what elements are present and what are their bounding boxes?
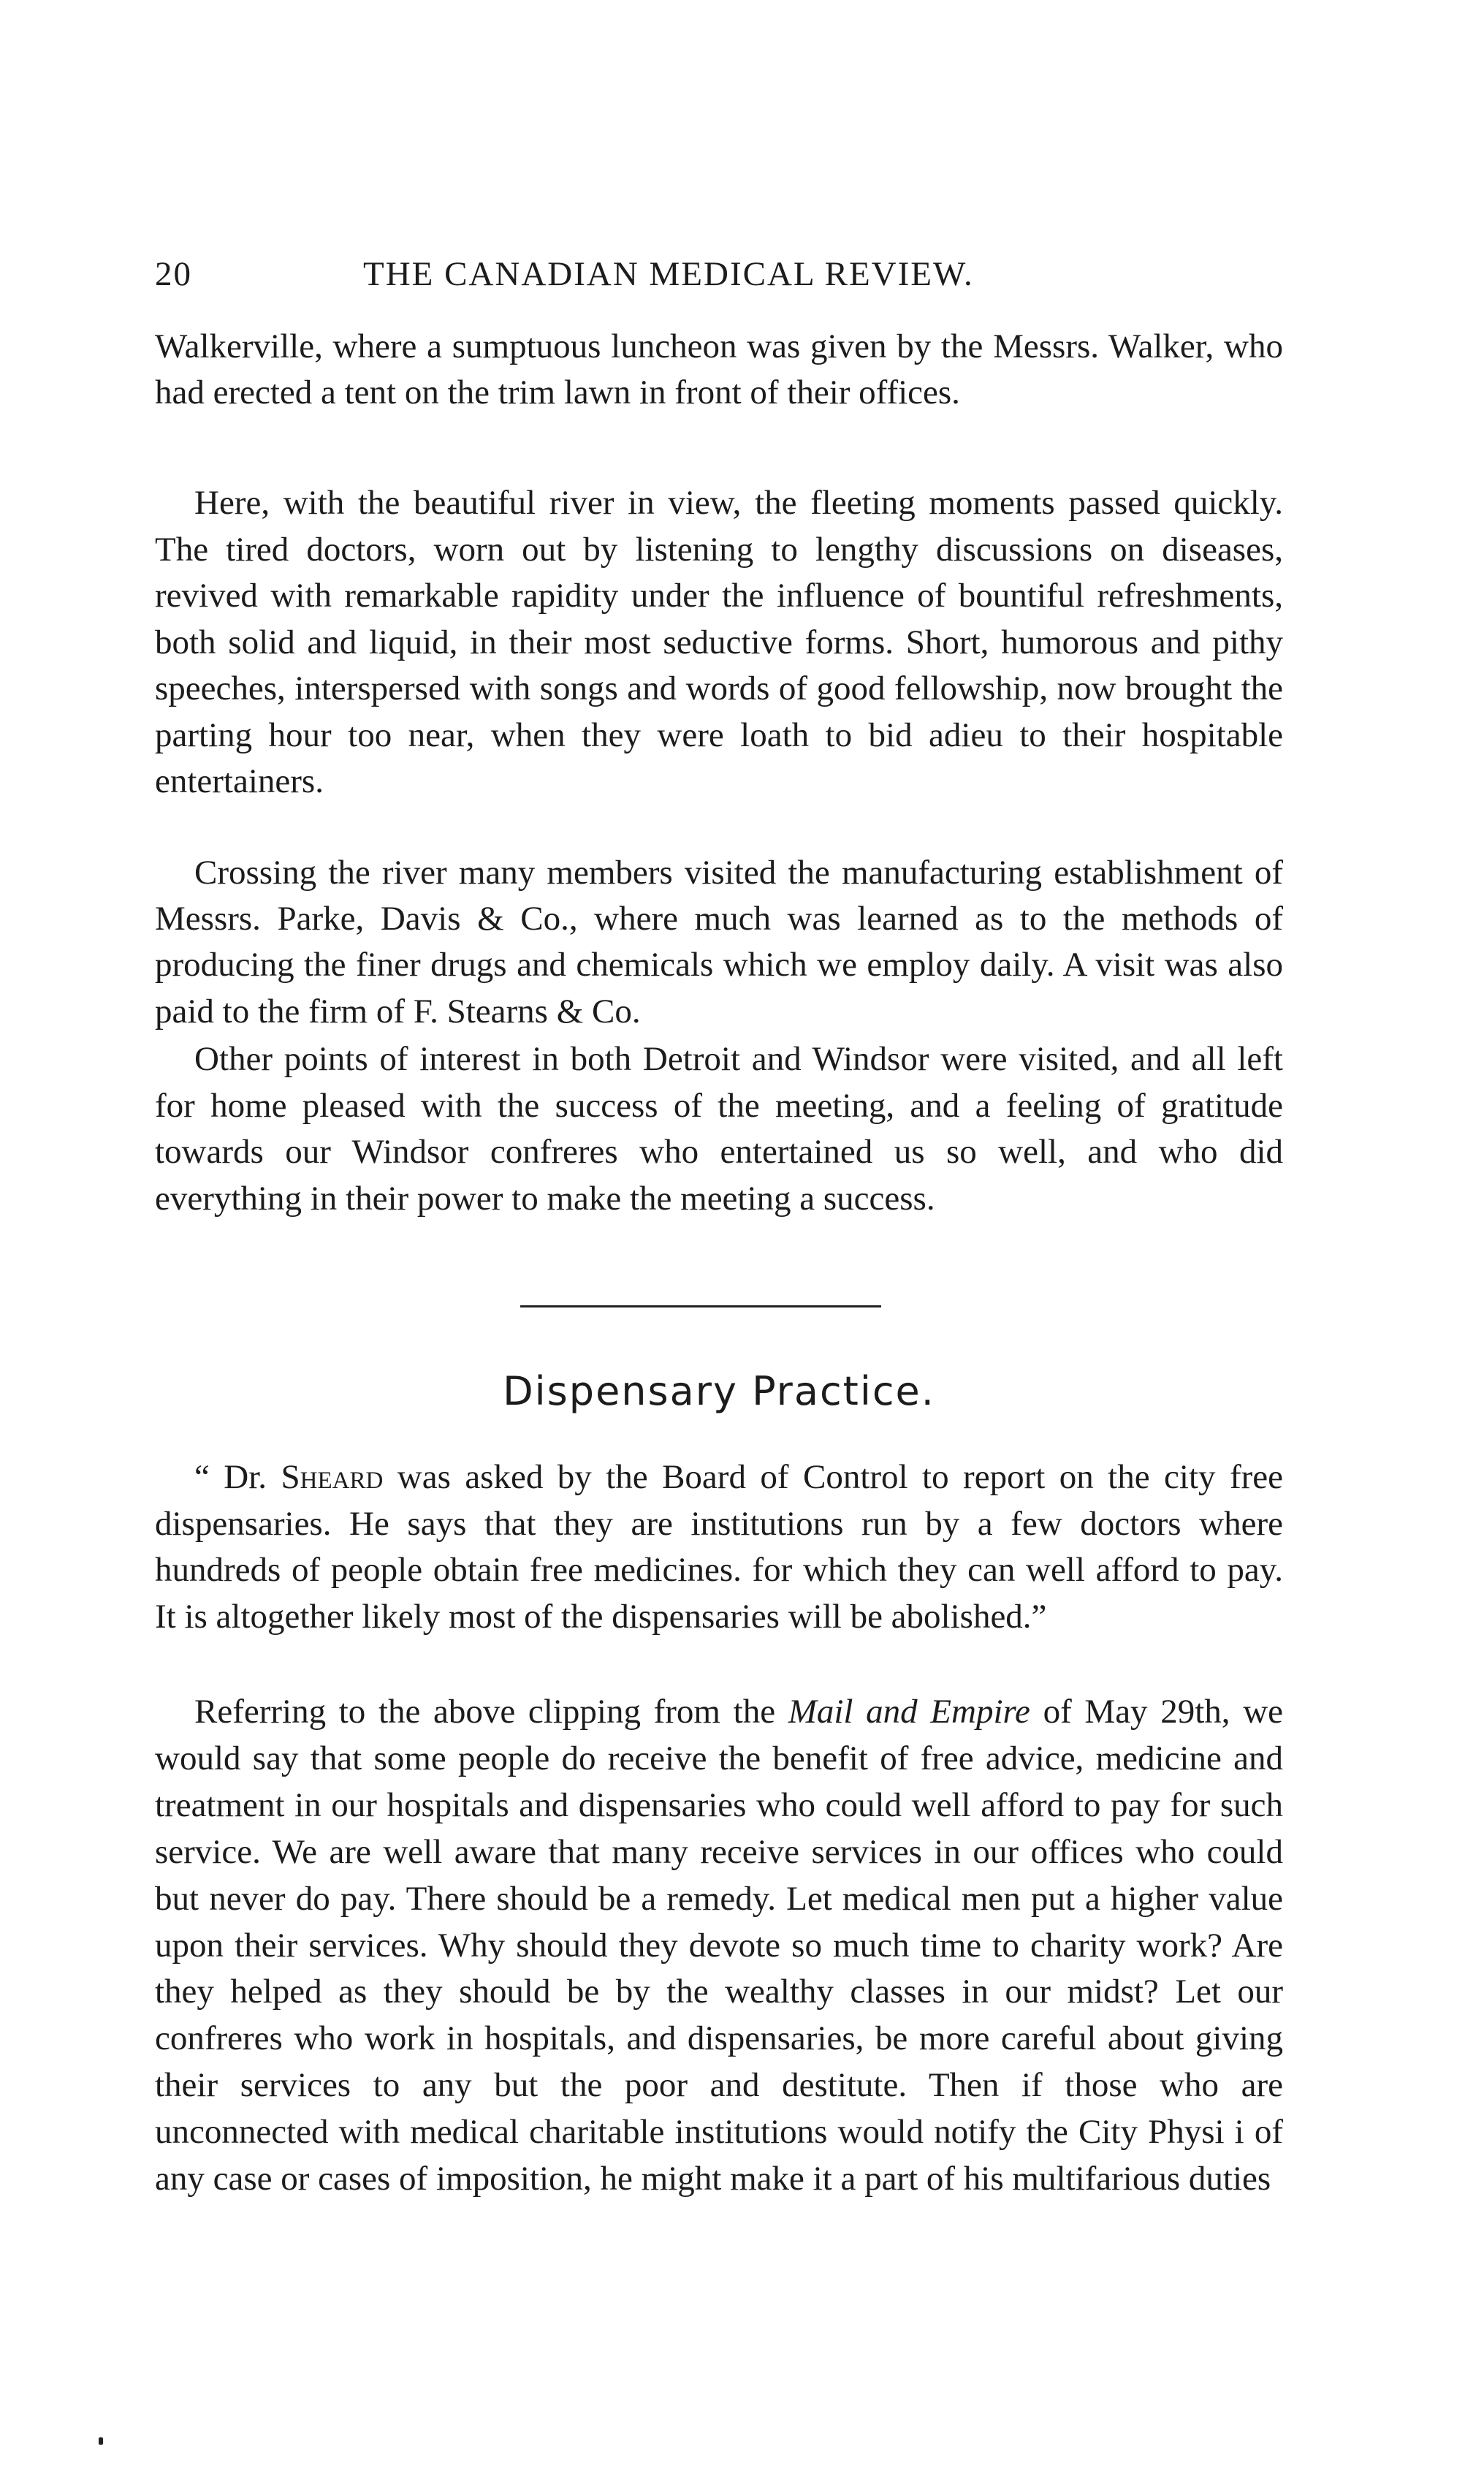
commentary-rest: of May 29th, we would say that some people do receive the benefit of free advice, medicine and treatment in our hospitals and dispensaries who could well afford to pay for such service. We are well aware that many receive services in our offices who could but never do pay. There should be a remedy. Let medical men put a higher value upon their services. Why should they devote so much time to charity work? Are they helped as they should be by the wealthy classes in our midst? Let our confreres who work in hospitals, and dispensaries, be more careful about giving their services to any but the poor and destitute. Then if those who are unconnected with medical charitable institutions would notify the City Physi i of any case or cases of imposition, he might make it a part of his multifarious duties <box>155 1693 1283 2198</box>
paragraph-other-points: Other points of interest in both Detroit and Windsor were visited, and all left for home pleased with the success of the meeting, and a feeling of gratitude towards our Windsor confreres who entertained us so well, and who did everything in their power to make the meeting a success. <box>155 1040 1283 1218</box>
section-divider <box>520 1305 881 1307</box>
quote-open: “ Dr. <box>194 1458 281 1496</box>
article-paragraph-continued <box>155 324 1283 416</box>
journal-title: THE CANADIAN MEDICAL REVIEW. <box>363 255 974 293</box>
page-number: 20 <box>155 255 192 293</box>
paragraph-quote <box>155 1454 1283 1640</box>
paragraph-walkerville: Walkerville, where a sumptuous luncheon was given by the Messrs. Walker, who had erected a tent on the trim lawn in front of their offices. <box>155 327 1283 411</box>
quote-rest: was asked by the Board of Control to report on the city free dispensaries. He says that they are institutions run by a few doctors where hundreds of people obtain free medicines. for which they can well afford to pay. It is altogether likely most of the dispensaries will be abolished.” <box>155 1458 1283 1636</box>
newspaper-name: Mail and Empire <box>788 1693 1030 1731</box>
article-paragraph-river <box>155 480 1283 805</box>
paragraph-river: Here, with the beautiful river in view, the fleeting moments passed quickly. The tired doctors, worn out by listening to lengthy discussions on diseases, revived with remarkable rapidity under the influence of bountiful refreshments, both solid and liquid, in their most seductive forms. Short, humorous and pithy speeches, interspersed with songs and words of good fellowship, now brought the parting hour too near, when they were loath to bid adieu to their hospitable entertainers. <box>155 484 1283 800</box>
paragraph-commentary <box>155 1689 1283 2203</box>
article-paragraph-other-points <box>155 1036 1283 1222</box>
article-commentary-block <box>155 1689 1283 2203</box>
paragraph-crossing: Crossing the river many members visited the manufacturing establishment of Messrs. Parke, Davis & Co., where much was learned as to the methods of producing the finer drugs and chemicals which we employ daily. A visit was also paid to the firm of F. Stearns & Co. <box>155 854 1283 1030</box>
section-title: Dispensary Practice. <box>503 1368 935 1414</box>
article-paragraph-crossing <box>155 850 1283 1035</box>
running-head <box>155 245 1283 303</box>
quote-name: Sheard <box>281 1458 384 1496</box>
article-quote-block <box>155 1454 1283 1640</box>
commentary-start: Referring to the above clipping from the <box>194 1693 788 1731</box>
marginal-ink-mark <box>99 2437 103 2445</box>
